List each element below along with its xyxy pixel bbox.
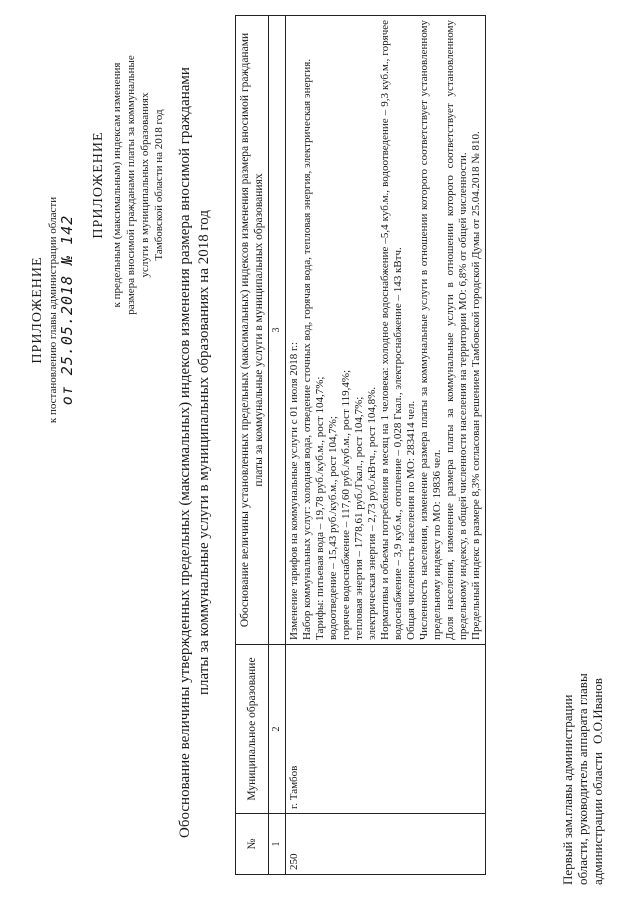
justification-line: Численность населения, изменение размера платы за коммунальные услуги в отношении которого соответствует установленному предельному индексу по МО: 19836 чел. (418, 20, 443, 640)
appendix-second-line: услуги в муниципальных образованиях (139, 92, 151, 278)
row-justification (286, 16, 486, 645)
table-index-row (269, 16, 286, 875)
index-cell: 2 (269, 645, 286, 814)
justification-line: Изменение тарифов на коммунальные услуги с 01 июля 2018 г.: (288, 341, 300, 640)
justification-line: Общая численность населения по МО: 283414 чел. (405, 400, 417, 640)
document-title-line: платы за коммунальные услуги в муниципальных образованиях на 2018 год (196, 210, 212, 695)
index-cell: 3 (269, 16, 286, 645)
appendix-second-line: к предельным (максимальным) индексам изменения (111, 62, 123, 308)
index-cell: 1 (269, 814, 286, 875)
document-title-line: Обоснование величины утвержденных предельных (максимальных) индексов изменения размера вносимой гражданами (177, 67, 193, 838)
appendix-block-top (30, 145, 74, 475)
justification-line: тепловая энергия – 1778,61 руб./Гкал., рост 104,7%; (353, 396, 365, 640)
signature-line: области, руководитель аппарата главы (575, 673, 590, 885)
appendix-second-title: ПРИЛОЖЕНИЕ (91, 131, 106, 239)
signature-block (560, 585, 605, 885)
justification-line: Предельный индекс в размере 8,3% согласован решением Тамбовской городской Думы от 25.04.2018 № 810. (470, 131, 482, 640)
justification-line: Тарифы: питьевая вода – 19,78 руб./куб.м., рост 104,7%; (314, 376, 326, 640)
justification-line: Нормативы и объемы потребления в месяц на 1 человека: холодное водоснабжение –5,4 куб.м., водоотведение – 9,3 куб.м., горячее водоснабжение – 3,9 куб.м., отопление – 0,028 Гкал., электроснабжение – 143 кВтч. (379, 20, 404, 640)
table-header-row (236, 16, 269, 875)
appendix-second-line: размера вносимой гражданами платы за коммунальные (125, 55, 137, 315)
justification-line: Набор коммунальных услуг: холодная вода, отведение сточных вод, горячая вода, тепловая энергия, электрическая энергия. (301, 58, 313, 640)
header-municipality: Муниципальное образование (236, 645, 269, 814)
header-justification: Обоснование величины установленных предельных (максимальных) индексов изменения размера вносимой гражданами платы за коммунальные услуги в муниципальных образованиях (236, 16, 269, 645)
document-title (176, 10, 214, 895)
justification-line: Доля населения, изменение размера платы за коммунальные услуги в отношении которого соответствует установленному предельному индексу, в общей численности населения на территории МО: 6,8% от общей численности. (444, 20, 469, 640)
signature-line: Первый зам.главы администрации (560, 694, 575, 885)
appendix-top-title: ПРИЛОЖЕНИЕ (30, 256, 45, 364)
appendix-second-line: Тамбовской области на 2018 год (153, 109, 165, 261)
signature-line (590, 585, 605, 885)
signatory-name: О.О.Иванов (590, 678, 605, 745)
appendix-block-second (90, 25, 166, 345)
justification-line: водоотведение – 15,43 руб./куб.м., рост 104,7%; (327, 416, 339, 640)
table-row (286, 16, 486, 875)
signature-position: администрации области (590, 752, 605, 885)
justification-line: электрическая энергия – 2,73 руб./кВтч., рост 104,8%. (366, 386, 378, 640)
appendix-top-date: от 25.05.2018 № 142 (58, 214, 76, 406)
appendix-top-line: к постановлению главы администрации области (47, 196, 59, 424)
header-num: № (236, 814, 269, 875)
row-num: 250 (286, 814, 486, 875)
row-municipality: г. Тамбов (286, 645, 486, 814)
justification-table (235, 15, 486, 875)
justification-line: горячее водоснабжение – 117,60 руб./куб.м., рост 119,4%; (340, 369, 352, 640)
